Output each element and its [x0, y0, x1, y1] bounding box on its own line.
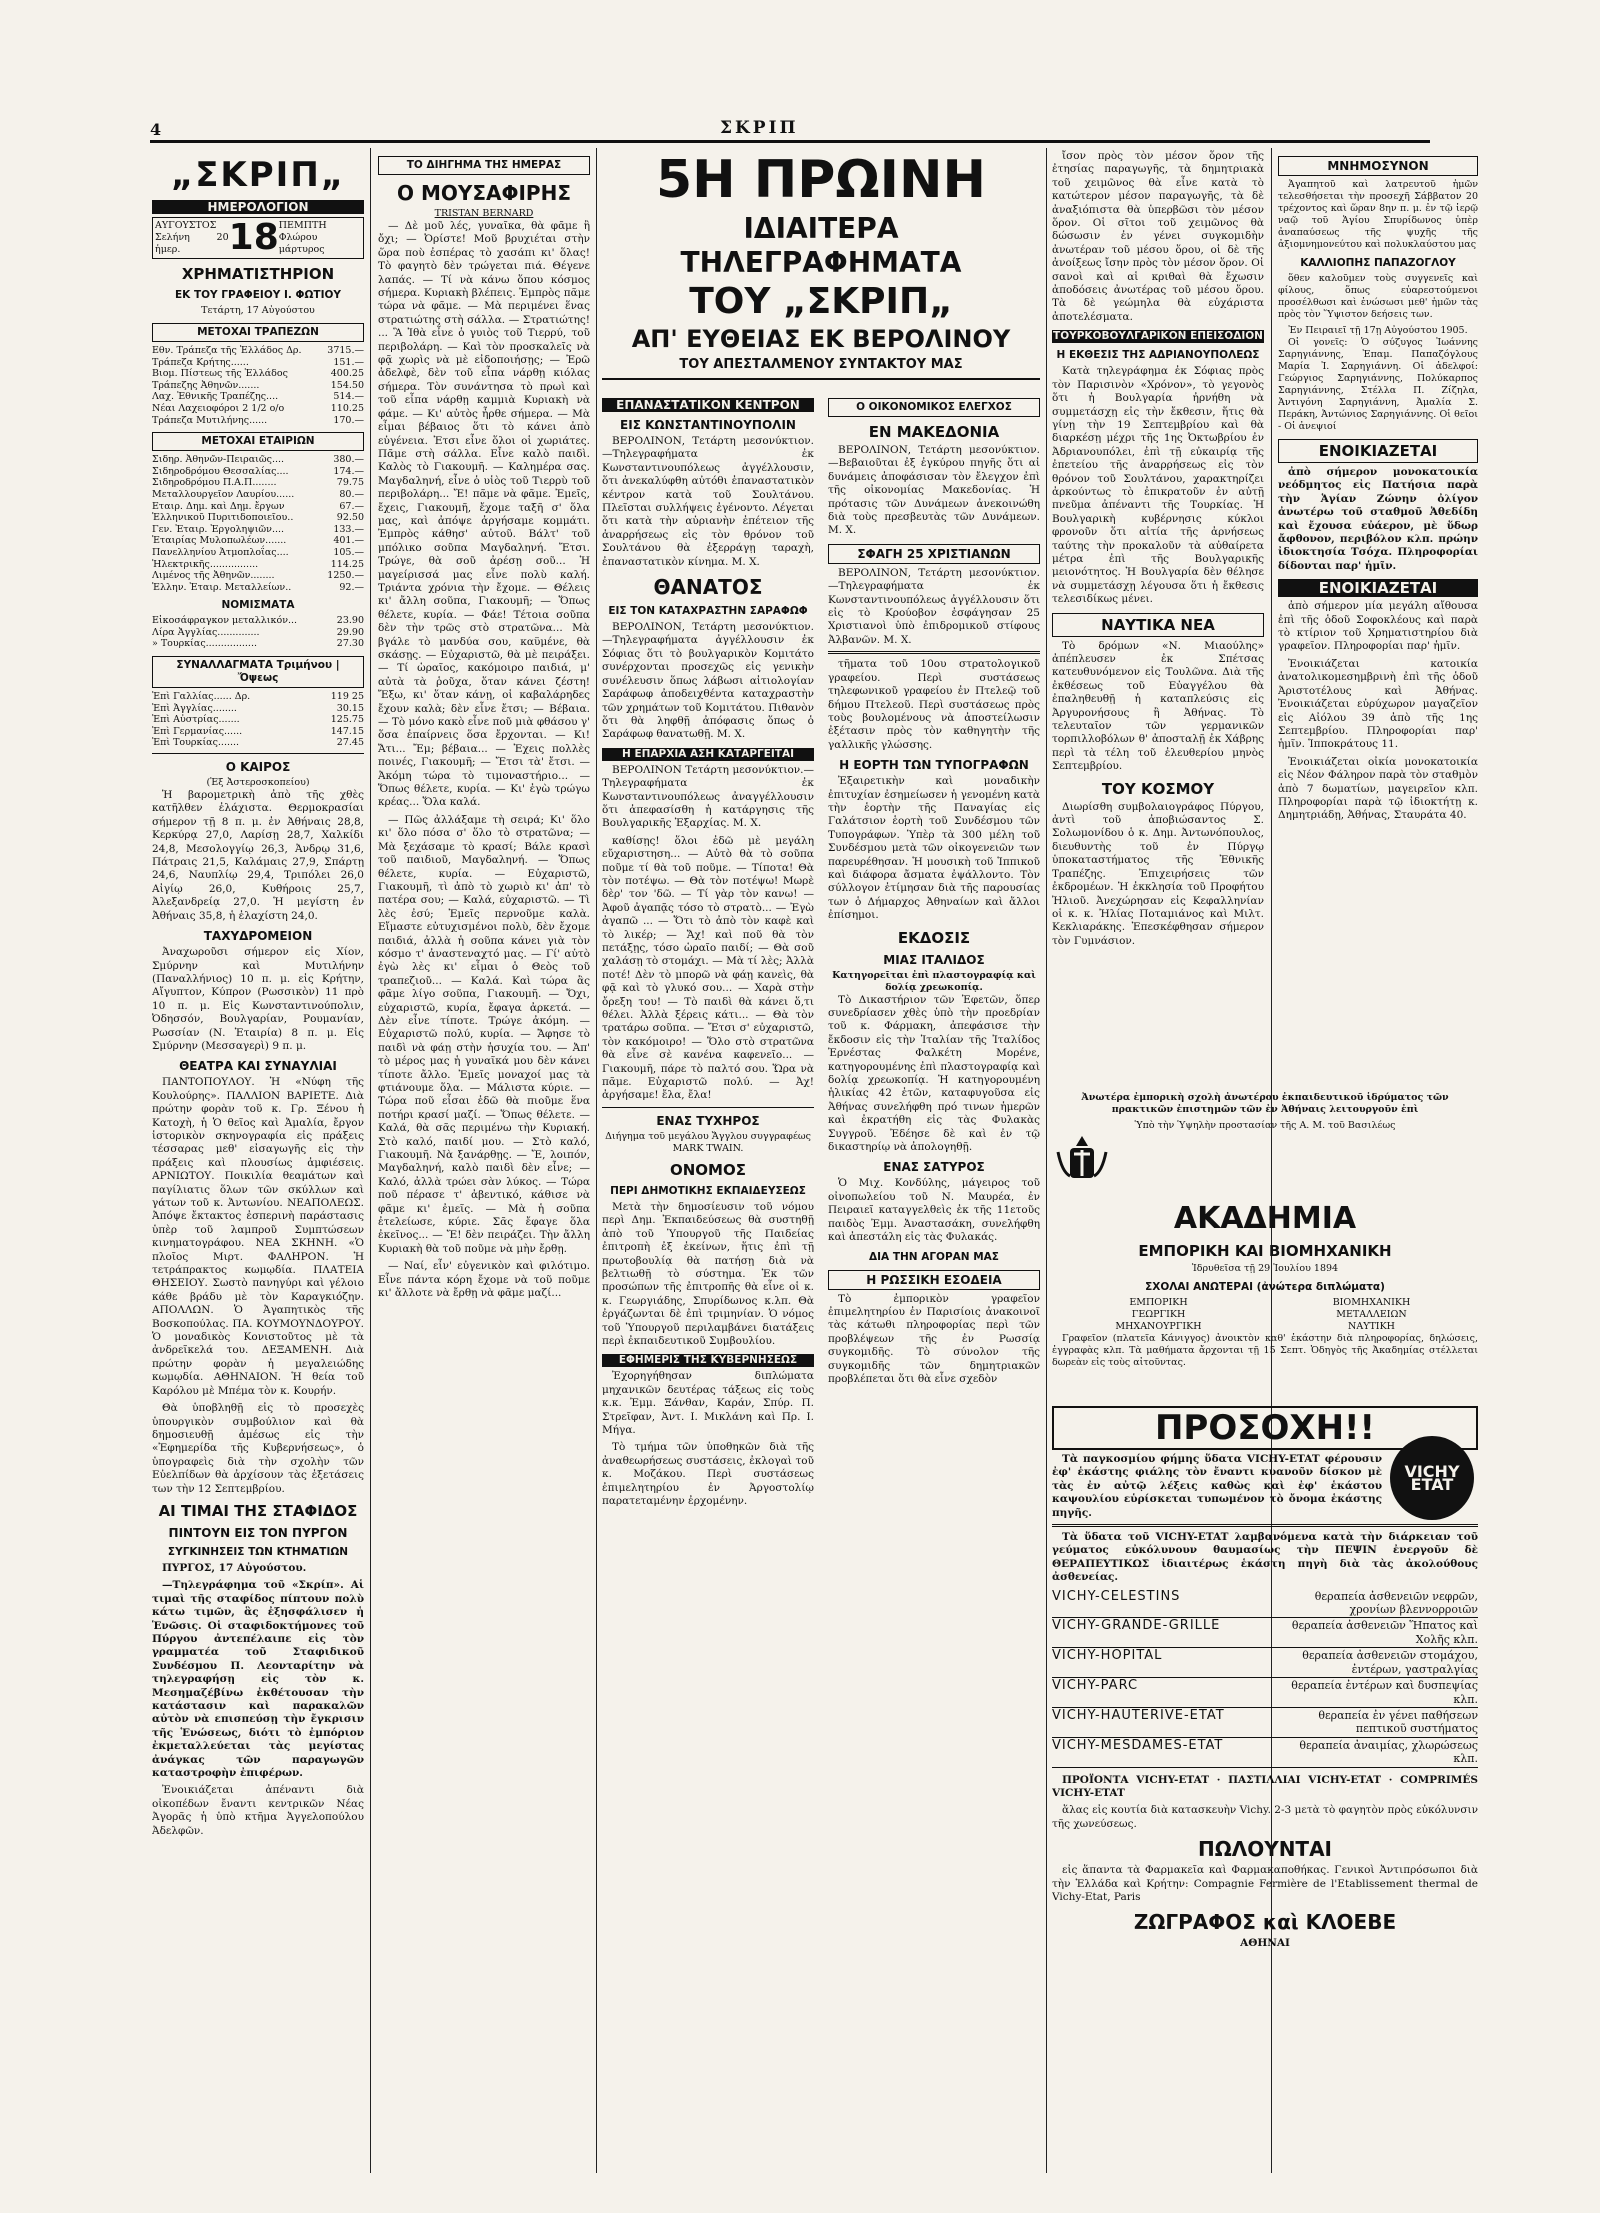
vichy-source-use: θεραπεία ἀσθενειῶν στομάχου, ἐντέρων, γαστραλγίας	[1302, 1649, 1478, 1676]
fx-row	[152, 703, 364, 715]
bank-name: Τράπεζα Μυτιλήνης......	[152, 414, 268, 426]
story-text: — Δὲ μοῦ λές, γυναῖκα, θὰ φᾶμε ἢ ὄχι; — Ὀρίστε! Μοῦ βρυχιέται στὴν ὥρα ποὺ ἐσπέρας τὸ χασάπι κι' ὅλας! Τὸ φαγητὸ δὲν τρώγεται πιά. Θέγενε λαπάς. — Τί νὰ κάνω ὅπου κόσμος σήμερα. Κυριακὴ βλέπεις. Ἐμπρὸς πᾶμε τώρα νὰ φᾶμε. — Μὰ περιμένει ἕνας στρατιώτης στὴ σάλλα. — Στρατιώτης! ... Ἃ Ἰθὰ εἶνε ὁ γυιὸς τοῦ Τιερρύ, τοῦ περιβολάρη. — Καὶ τὸν προσκαλεῖς νὰ φᾷ χωρὶς νὰ μὲ εἰδοποιήσῃς; — Ἐρῶ ἀδελφὲ, δὲν τοῦ εἶπα νάρθῃ κιόλας σήμερα. Τὸν συνάντησα τὸ πρωὶ καὶ τοῦ εἶπα νάρθῃ καμμιὰ Κυριακὴ νὰ φάμε. — Κι' αὐτὸς ἦρθε σήμερα. — Μὰ εἶμαι βέβαιος ὅτι τὸ κάνει ἀπὸ εὐγένεια. Ἐτσι εἶνε ὅλοι οἱ χωριάτες. Πᾶμε στὴ σάλλα. Εἶνε καλὸ παιδὶ. Καλὸς τὸ Γιακουμῆ. — Καλημέρα σας. Μαγδαληνή, εἶνε ὁ υἱὸς τοῦ Τιερρὺ τοῦ περιβολάρη... Ἔ! πᾶμε νὰ φᾶμε. Ἐμεῖς, ἔχεις, Γιακουμῆ, ἔχομε ταξῆ σ' ὅλα μας, καὶ ἀπόψε ἀργήσαμε κομμάτι. Ἐμπρὸς κάθησ' αὐτοῦ. Βάλτ' τοῦ μπόλικο σοῦπα Μαγδαληνή. Ἔτσι. Τρώγε, θὰ σοῦ ἀρέσῃ σοῦ... Ἡ μαγείρισσά μας εἶνε πολὺ καλή. Τριάντα χρόνια τὴν ἔχομε. — Θέλεις κι' ἄλλη σοῦπα, Γιακουμῆ; — Ὅπως θέλετε, κυρία. — Φάε! Τέτοια σοῦπα δὲν τὴν τρῶς στὸ στρατῶνα... Μὰ βγάλε τὸ μανδύα σου, καϋμένε, θὰ σκάσῃς. — Εὐχαριστῶ, θὰ μὲ πειράξει. — Τί ὡραῖος, κακόμοιρο παιδιά, μ' αὐτὰ τὰ ῥοῦχα, ὅταν κάνει ζέστη! Ἔξω, κι' ὅταν κάνῃ, οἱ καβαλάρηδες ἔχουν καλὰ; δὲν εἶνε ἔτσι; — Βέβαια. — Τὸ μόνο κακὸ εἶνε ποῦ μιὰ φθάσου γ' ὅσα ἐπαίρνεις ὅσα ἔρχονται. — Κι! Ἄτι... Ἔμ; βέβαια... — Ἐχεις πολλὲς ποινές, Γιακουμῆ; — Ἔτσι τὰ' ἔτσι. — Ἀκόμη τώρα τὸ τιμοναστήριο... — Ὅπως θέλετε, κυρία. — Κι' ἐγὼ τρώγω κρέας... Ὅλα καλά.	[378, 220, 590, 809]
headline-extradition-sub: ΜΙΑΣ ΙΤΑΛΙΔΟΣ	[883, 952, 985, 967]
company-name: Ἑλλην. Ἐταιρ. Μεταλλείων..	[152, 581, 292, 593]
companies-table	[152, 454, 364, 593]
company-value: 380.—	[333, 454, 364, 466]
academy-school: ΜΕΤΑΛΛΕΙΩΝ	[1336, 1309, 1407, 1321]
telegram-banner	[602, 150, 1040, 390]
headline-massacre: ΣΦΑΓΗ 25 ΧΡΙΣΤΙΑΝΩΝ	[828, 544, 1040, 564]
fx-row	[152, 726, 364, 738]
vichy-source-name: VICHY-GRANDE-GRILLE	[1052, 1618, 1221, 1634]
bank-name: Τράπεζης Ἀθηνῶν.......	[152, 379, 260, 391]
vichy-ad	[1052, 1400, 1478, 1951]
company-row	[152, 512, 364, 524]
raisin-dateline: ΠΥΡΓΟΣ, 17 Αὐγούστου.	[162, 1561, 307, 1574]
vichy-source-item	[1052, 1648, 1478, 1678]
bill-text: Θὰ ὑποβληθῇ εἰς τὸ προσεχὲς ὑπουργικὸν συμβούλιον καὶ θὰ δημοσιευθῇ ἀμέσως εἰς τὴν «Ἐφημερίδα τῆς Κυβερνήσεως», ὁ ὑπογραφεὶς διὰ τὴν σχολὴν τῶν Εὐελπίδων θὰ ἀρχίσουν τὰς ἐξετάσεις των τὴν 12 Σεπτεμβρίου.	[152, 1402, 364, 1495]
post-text: Ἀναχωροῦσι σήμερον εἰς Χίον, Σμύρνην καὶ Μυτιλήνην (Παναλλήνιος) 10 π. μ. εἰς Κρήτην, Αἴγυπτον, Κύπρον (Ρωσσικὸν) 11 πρὸ 10 π. μ. Εἰς Κωνσταντινούπολιν, Ὀδησσόν, Βουλγαρίαν, Ρουμανίαν, Ρωσσίαν (Ν. Ἑταιρία) 8 π. μ. Εἰς Σμύρνην (Μεσσαγερὶ) 9 π. μ.	[152, 946, 364, 1052]
month-label: ΑΥΓΟΥΣΤΟΣ	[155, 220, 217, 231]
company-row	[152, 535, 364, 547]
top-rule	[150, 124, 1430, 143]
fx-value: 30.15	[336, 702, 364, 714]
company-value: 174.—	[333, 465, 364, 477]
company-value: 401.—	[333, 535, 364, 547]
bank-row	[152, 415, 364, 427]
harvest-text: Τὸ ἐμπορικὸν γραφεῖον ἐπιμελητηρίου ἐν Παρισίοις ἀνακοινοῖ τὰς κάτωθι πληροφορίας περὶ τῶν προβλέψεων τῆς ἐν Ρωσσίᾳ συγκομιδῆς. Τὸ σύνολον τῆς συγκομιδῆς τῶν δημητριακῶν προβλέπεται ὅτι θὰ εἶνε σχεδὸν	[828, 1292, 1040, 1385]
academy-patron: Ὑπὸ τὴν Ὑψηλὴν προστασίαν τῆς Α. Μ. τοῦ Βασιλέως	[1134, 1120, 1396, 1131]
academy-text: Γραφεῖον (πλατεῖα Κάνιγγος) ἀνοικτὸν καθ' ἑκάστην διὰ πληροφορίας, δηλώσεις, ἐγγραφὰς κλπ. Τὰ μαθήματα ἄρχονται τῇ 15 Σεπτ. Ὁδηγὸς τῆς Ἀκαδημίας στέλλεται δωρεὰν εἰς τοὺς αἰτοῦντας.	[1052, 1333, 1478, 1369]
rent-text-4: Ἐνοικιάζεται οἰκία μονοκατοικία εἰς Νέον Φάληρον παρὰ τὸν σταθμὸν ἀπὸ 7 δωματίων, μαγειρεῖον κλπ. Πληροφορίαι παρὰ τῷ ἰδιοκτήτῃ κ. Δημητριάδῃ, Ἀθήνας, Σταυράτα 40.	[1278, 755, 1478, 822]
vichy-source-use: θεραπεία ἐν γένει παθήσεων πεπτικοῦ συστήματος	[1318, 1708, 1478, 1736]
bank-value: 514.—	[333, 391, 364, 403]
bank-row	[152, 391, 364, 403]
company-row	[152, 524, 364, 536]
headline-world: ΤΟΥ ΚΟΣΜΟΥ	[1101, 779, 1215, 798]
company-row	[152, 454, 364, 466]
fx-name: Ἐπὶ Τουρκίας.......	[152, 737, 240, 749]
bank-value: 170.—	[333, 414, 364, 426]
memorial-text: Ἀγαπητοῦ καὶ λατρευτοῦ ἡμῶν τελεσθήσεται τὴν προσεχῆ Σάββατον 20 τρέχοντος καὶ ὥραν 8ην π. μ. ἐν τῷ ἱερῷ ναῷ τοῦ Ἁγίου Σπυρίδωνος ὑπὲρ ἀναπαύσεως τῆς ψυχῆς τῆς ἀξιομνημονεύτου καὶ πολυκλαύστου μας	[1278, 179, 1478, 250]
vichy-source-use: θεραπεία ἀναιμίας, χλωρώσεως κλπ.	[1299, 1738, 1478, 1766]
raisin-title: ΑΙ ΤΙΜΑΙ ΤΗΣ ΣΤΑΦΙΔΟΣ	[158, 1501, 358, 1520]
headline-adrianople: Η ΕΚΘΕΣΙΣ ΤΗΣ ΑΔΡΙΑΝΟΥΠΟΛΕΩΣ	[1056, 349, 1260, 362]
vichy-source-use: θεραπεία ἀσθενειῶν Ἥπατος καὶ Χολῆς κλπ.	[1291, 1619, 1478, 1646]
column-rule	[1046, 148, 1047, 2173]
headline-revolution-sub: ΕΙΣ ΚΩΝΣΤΑΝΤΙΝΟΥΠΟΛΙΝ	[620, 418, 796, 432]
adrianople-text: Κατὰ τηλεγράφημα ἐκ Σόφιας πρὸς τὸν Παρισινὸν «Χρόνον», τὸ γεγονὸς ὅτι ἡ Βουλγαρία ἠρνήθη νὰ συμμετάσχῃ εἰς τὴν ἔκθεσιν, ἥτις θὰ γίνῃ τὴν 19 Σεπτεμβρίου καὶ θὰ διαρκέσῃ μέχρι τῆς 1ης Ὀκτωβρίου ἐν Ἀδριανουπόλει, ἐπὶ τῇ εὐκαιρίᾳ τῆς ἐπετείου τῆς ἀναρρήσεως εἰς τὸν θρόνον τοῦ Σουλτάνου, χαρακτηρίζει ἀρκούντως τὸ ἐπικρατοῦν ἐν αὐτῇ πνεῦμα ἀπέναντι τῆς Τουρκίας. Ἡ Βουλγαρικὴ κυβέρνησις κύκλοι φρονοῦν ὅτι αἰτία τῆς ἀρνήσεως ταύτης τὴν προκαλοῦν τὰ αὐθαίρετα μέτρα ἐπὶ τῆς Βουλγαρικῆς μειονότητος. Ἡ Βουλγαρία δὲν θέλησε νὰ συμμετάσχῃ λέγουσα ὅτι ἡ ἔκθεσις τελεσιδίκως μένει.	[1052, 365, 1264, 606]
headline-law: ΟΝΟΜΟΣ	[670, 1160, 746, 1179]
fx-name: Ἐπὶ Γαλλίας...... Δρ.	[152, 691, 251, 703]
bank-value: 154.50	[330, 379, 364, 391]
vichy-source-item	[1052, 1589, 1478, 1619]
headline-satyr: ΕΝΑΣ ΣΑΤΥΡΟΣ	[883, 1160, 985, 1175]
headline-naval: ΝΑΥΤΙΚΑ ΝΕΑ	[1052, 613, 1264, 637]
coin-value: 29.90	[336, 626, 364, 638]
world-text: Διωρίσθη συμβολαιογράφος Πύργου, ἀντὶ τοῦ ἀποβιώσαντος Σ. Σολωμονίδου ὁ κ. Δημ. Ἀντωνόπουλος, διευθυντὴς τοῦ ἐν Πύργῳ ὑποκαταστήματος τῆς Ἐθνικῆς Τραπέζης. Ἐπιχειρήσεις τῶν ἐκδρομέων. Ἡ ἐκκλησία τοῦ Προφήτου Ἠλιοῦ. Ἀνεχώρησαν εἰς Κεφαλληνίαν οἱ κ. κ. Ἠλίας Ποταμιάνος καὶ Μιλτ. Κεκλιαράκης. Ἐπεσκέφθησαν σήμερον τὸν Γυμνάσιον.	[1052, 800, 1264, 947]
academy-school: ΒΙΟΜΗΧΑΝΙΚΗ	[1332, 1297, 1411, 1309]
ad-twain-sub: Διήγημα τοῦ μεγάλου Ἄγγλου συγγραφέως MARK TWAIN.	[605, 1130, 811, 1154]
royal-crest-icon	[1052, 1132, 1112, 1192]
company-name: Σιδηρ. Ἀθηνῶν-Πειραιῶς....	[152, 454, 285, 466]
academy-schools: ΣΧΟΛΑΙ ΑΝΩΤΕΡΑΙ (ἀνώτερα διπλώματα)	[1145, 1281, 1385, 1294]
headline-market: ΔΙΑ ΤΗΝ ΑΓΟΡΑΝ ΜΑΣ	[869, 1250, 999, 1263]
story-text-2: — Πῶς ἀλλάξαμε τὴ σειρά; Κι' ὅλο κι' ὅλο πόσα σ' ὅλο τὸ στρατῶνα; — Μὰ ξεχάσαμε τὸ κρασί; Βάλε κρασὶ τοῦ παιδιοῦ, Μαγδαληνή. — Ὅπως θέλετε, κυρία. — Εὐχαριστῶ, Γιακουμῆ, τὶ ἀπὸ τὸ χωριὸ κι' ἀπ' τὸ πατέρα σου; — Καλά, εὐχαριστῶ. — Τὶ λὲς ἐσύ; Ἐμεῖς περνοῦμε καλὰ. Εἴμαστε εὐτυχισμένοι πολὺ, δὲν ἔχομε παιδιά, ἀλλὰ ἡ σοῦπα κάνει γιὰ τὸν κόσμο τ' ἀναστεναχτό μας. — Γί' αὐτὸ ἐγὼ λὲς κι' εἶμαι ὁ Θεὸς τοῦ τραπεζιοῦ... — Καλά. Καὶ τώρα ἂς φᾶμε λίγο σοῦπα, Γιακουμῆ. — Ὄχι, εὐχαριστῶ, κυρία, ἔφαγα ἀρκετά. — Δὲν εἶνε τίποτε. Τρώγε ἀκόμη. — Εὐχαριστῶ πολύ, κυρία. — Ἄφησε τὸ παιδὶ νὰ φάῃ στὴν ἡσυχία του. — Ἀπ' τὸ μέρος μας ἡ γυναῖκά μου δὲν κάνει τίποτε ἄλλο. Ἐμεῖς μοναχοί μας τὰ φτιάνουμε ὅλα. — Μάλιστα κύριε. — Τώρα ποῦ εἶσαι ἐδῶ θὰ πιοῦμε ἕνα ποτήρι κρασί μαζί. — Ὅπως θέλετε. — Καλά, θὰ σᾶς περιμένω τὴν Κυριακή. Στὸ καλό, παιδί μου. — Στὸ καλό, Γιακουμῆ. Νὰ ξανάρθῃς. — Ἔ, λοιπόν, Μαγδαληνή, καλὸ παιδὶ δὲν εἶνε; — Καλό, ἀλλὰ τρώει σὰν λύκος. — Τώρα ποῦ πέρασε τ' ἀβεντικό, κάθισε νὰ φᾶμε κι' ἐμεῖς. — Μὰ ἡ σοῦπα ἐτελείωσε, κύριε. Σᾶς ἔφαγε ὅλα ἐκεῖνος... — Ἔ! δὲν πειράζει. Τὴν ἄλλη Κυριακὴ θὰ τοῦ ποῦμε νὰ μὴν ἔρθῃ.	[378, 813, 590, 1255]
headline-death: ΘΑΝΑΤΟΣ	[653, 575, 763, 600]
vichy-source-item	[1052, 1738, 1478, 1768]
rent-title-2: ΕΝΟΙΚΙΑΖΕΤΑΙ	[1278, 579, 1478, 597]
company-row	[152, 547, 364, 559]
company-row	[152, 477, 364, 489]
saint-label: Φλώρου μάρτυρος	[278, 232, 325, 255]
company-row	[152, 559, 364, 571]
bank-value: 110.25	[330, 402, 364, 414]
raisin-subtitle-2: ΣΥΓΚΙΝΗΣΕΙΣ ΤΩΝ ΚΤΗΜΑΤΙΩΝ	[167, 1545, 349, 1558]
exchange-source: ΕΚ ΤΟΥ ΓΡΑΦΕΙΟΥ Ι. ΦΩΤΙΟΥ	[174, 289, 342, 301]
weather-source: (Ἐξ Ἀστεροσκοπείου)	[206, 777, 310, 789]
bank-row	[152, 368, 364, 380]
fx-value: 119 25	[330, 691, 364, 703]
coin-value: 23.90	[336, 615, 364, 627]
bank-value: 3715.—	[327, 345, 364, 356]
company-name: Ἑταιρίας Μυλοπωλέων.......	[152, 535, 287, 547]
company-value: 133.—	[333, 523, 364, 535]
headline-gazette: ΕΦΗΜΕΡΙΣ ΤΗΣ ΚΥΒΕΡΝΗΣΕΩΣ	[602, 1354, 814, 1367]
academy-school: ΜΗΧΑΝΟΥΡΓΙΚΗ	[1115, 1321, 1202, 1333]
bank-name: Νέαι Λαχειοφόροι 2 1/2 ο/ο	[152, 402, 285, 414]
memorial-date: Ἐν Πειραιεῖ τῇ 17ῃ Αὐγούστου 1905.	[1288, 325, 1468, 336]
fx-title: ΣΥΝΑΛΛΑΓΜΑΤΑ Τριμήνου | Ὄψεως	[152, 656, 364, 688]
bank-value: 400.25	[330, 368, 364, 380]
bank-row	[152, 380, 364, 392]
column-3	[602, 392, 814, 2183]
company-name: Λιμένος τῆς Ἀθηνῶν........	[152, 570, 275, 582]
calendar-title: „ΣΚΡΙΠ„	[170, 155, 346, 195]
fx-row	[152, 691, 364, 703]
company-row	[152, 466, 364, 478]
telegram-revolution: ΒΕΡΟΛΙΝΟΝ, Τετάρτη μεσονύκτιον.—Τηλεγραφήματα ἐκ Κωνσταντινουπόλεως ἀγγέλλουσιν, ὅτι ἀνεκαλύφθη αὐτόθι ἐπαναστατικὸν κέντρον κατὰ τοῦ Σουλτάνου. Πλεῖσται συλλήψεις ἐγένοντο. Λέγεται ὅτι κατὰ τὴν αὐριανὴν ἐπέτειον τῆς ἀναρρήσεως εἰς τὸν θρόνον τοῦ Σουλτάνου θὰ ἐξερράγῃ ταραχὴ, ἐπαναστατικὸν κίνημα. Μ. Χ.	[602, 435, 814, 568]
company-name: Ἡλεκτρικῆς................	[152, 558, 259, 570]
headline-turko-bulgarian: ΤΟΥΡΚΟΒΟΥΛΓΑΡΙΚΟΝ ΕΠΕΙΣΟΔΙΟΝ	[1053, 330, 1263, 343]
headline-extradition: ΕΚΔΟΣΙΣ	[897, 928, 971, 947]
bank-name: Εθν. Τράπεζα τῆς Ἑλλάδος Δρ.	[152, 345, 302, 356]
banner-line-4: ΤΟΥ ΑΠΕΣΤΑΛΜΕΝΟΥ ΣΥΝΤΑΚΤΟΥ ΜΑΣ	[679, 357, 963, 372]
column-rule	[370, 148, 371, 2173]
company-value: 1250.—	[327, 570, 364, 582]
headline-printers: Η ΕΟΡΤΗ ΤΩΝ ΤΥΠΟΓΡΑΦΩΝ	[839, 758, 1029, 773]
banner-line-1: ΙΔΙΑΙΤΕΡΑ ΤΗΛΕΓΡΑΦΗΜΑΤΑ	[680, 212, 962, 279]
vichy-source-name: VICHY-HAUTERIVE-ETAT	[1052, 1707, 1225, 1723]
company-name: Ἑλληνικοῦ Πυριτιδοποιεῖου..	[152, 512, 294, 524]
day-number: 18	[228, 217, 279, 258]
bank-row	[152, 357, 364, 369]
telegram-exarchate: ΒΕΡΟΛΙΝΟΝ Τετάρτη μεσονύκτιον.—Τηλεγραφήματα ἐκ Κωνσταντινουπόλεως ἀναγγέλλουσιν ὅτι ἀπεφασίσθη ἡ κατάργησις τῆς Βουλγαρικῆς Ἐξαρχίας. Μ. Χ.	[602, 763, 814, 830]
memorial-text-2: ὅθεν καλοῦμεν τοὺς συγγενεῖς καὶ φίλους, ὅπως εὐαρεστούμενοι προσέλθωσι καὶ ἐνώσωσι μεθ' ἡμῶν τὰς πρὸς τὸν Ὕψιστον δεήσεις των.	[1278, 273, 1478, 320]
telegram-death: ΒΕΡΟΛΙΝΟΝ, Τετάρτη μεσονύκτιον.—Τηλεγραφήματα ἀγγέλλουσιν ἐκ Σόφιας ὅτι τὸ βουλγαρικὸν Κομιτάτο συνέρχονται προσεχῶς εἰς γενικὴν συνέλευσιν ὅπως λάβωσι αἰτιολογίαν Σαράφωφ ἀποδειχθέντα καταχραστὴν τῶν χρημάτων τοῦ Κομιτάτου. Πιθανὸν ὅτι θὰ ληφθῇ ἀπόφασις ὅπως ὁ Σαράφωφ θανατωθῇ. Μ. Χ.	[602, 621, 814, 741]
coin-row	[152, 627, 364, 639]
headline-death-sub: ΕΙΣ ΤΟΝ ΚΑΤΑΧΡΑΣΤΗΝ ΣΑΡΑΦΩΦ	[608, 605, 808, 618]
ad-twain-title: ΕΝΑΣ ΤΥΧΗΡΟΣ	[656, 1113, 760, 1128]
company-name: Πανελληνίου Ἀτμοπλοΐας....	[152, 546, 289, 558]
headline-extradition-deck: Κατηγορεῖται ἐπὶ πλαστογραφίᾳ καὶ δολίᾳ χρεωκοπίᾳ.	[832, 969, 1036, 993]
page-number: 4	[150, 120, 162, 139]
date-box	[152, 217, 364, 259]
fx-name: Ἐπὶ Ἀγγλίας........	[152, 702, 237, 714]
rent-text-1: ἀπὸ σήμερον μονοκατοικία νεόδμητος εἰς Πατήσια παρὰ τὴν Ἁγίαν Ζώνην ὀλίγον ἀνωτέρω τοῦ σταθμοῦ Ἀθεδίδη καὶ ἔχουσα εὐάερον, μὲ ὕδωρ ἄφθονον, περιβόλον κλπ. πρώην ἰδιοκτησία Τσόχα. Πληροφορίαι δίδονται παρ' ἡμῖν.	[1278, 466, 1478, 572]
fx-value: 27.45	[336, 737, 364, 749]
bank-name: Λαχ. Ἐθνικῆς Τραπέζης....	[152, 391, 279, 403]
vichy-source-item	[1052, 1678, 1478, 1708]
exchange-date: Τετάρτη, 17 Αὐγούστου	[201, 305, 315, 316]
extradition-text: Τὸ Δικαστήριον τῶν Ἐφετῶν, ὅπερ συνεδρίασεν χθὲς ὑπὸ τὴν προεδρίαν τοῦ κ. Φάρμακη, ἀπεφάσισε τὴν ἔκδοσιν εἰς τὴν Ἰταλίαν τῆς Ἰταλίδος Ἐρνέστας Φαλκέτη Μορένε, κατηγορουμένης ἐπὶ πλαστογραφίᾳ καὶ δολίᾳ χρεωκοπίᾳ. Ἡ κατηγορουμένη ἡλικίας 42 ἐτῶν, καταφυγοῦσα εἰς Ἀθήνας συνελήφθη πρό τινων ἡμερῶν καὶ ἐκρατήθη εἰς τὰς Φυλακὰς Συγγροῦ. Ἐδέησε δὲ καὶ ἐν τῷ δικαστηρίῳ νὰ ἀπολογηθῇ.	[828, 993, 1040, 1154]
story-title: Ο ΜΟΥΣΑΦΙΡΗΣ	[397, 181, 571, 205]
vichy-products: ΠΡΟΪΟΝΤΑ VICHY-ETAT · ΠΑΣΤΙΛΛΙΑΙ VICHY-ETAT · COMPRIMÉS VICHY-ETAT	[1052, 1773, 1478, 1799]
column-1	[152, 150, 364, 2183]
coins-table	[152, 615, 364, 650]
vichy-seal-icon	[1390, 1436, 1474, 1520]
bank-row	[152, 345, 364, 357]
vichy-lead: Τὰ ὕδατα τοῦ VICHY-ETAT λαμβανόμενα κατὰ τὴν διάρκειαν τοῦ γεύματος εὐκόλυνουν θαυμασίως τὴν ΠΕΨΙΝ ἐνεργοῦν δὲ ΘΕΡΑΠΕΥΤΙΚΩΣ ἰδιαιτέρως ἑκάστη πηγὴ διὰ τὰς ἀκολούθους ἀσθενείας.	[1052, 1531, 1478, 1584]
coin-name: Εἰκοσάφραγκον μεταλλικόν...	[152, 615, 298, 627]
vichy-agents: ΖΩΓΡΑΦΟΣ καὶ ΚΛΟΕΒΕ	[1133, 1910, 1397, 1935]
calendar-subtitle: ΗΜΕΡΟΛΟΓΙΟΝ	[152, 200, 364, 214]
bank-row	[152, 403, 364, 415]
memorial-family: Οἱ γονεῖς: Ὁ σύζυγος Ἰωάννης Σαρηγιάννης, Ἐπαμ. Παπαζόγλους Μαρία Ἰ. Σαρηγιάννη. Οἱ ἀδελφοί: Γεώργιος Σαρηγιάννης, Πολύκαρπος Σαρηγιάννης, Στέλλα Π. Ζίζηλα, Ἀντιγόνη Σαρηγιάννη, Ἀμαλία Σ. Περάκη, Ἀντώνιος Σαρηγιάννης. Οἱ θεῖοι - Οἱ ἀνεψιοί	[1278, 337, 1478, 432]
banner-line-3: ΑΠ' ΕΥΘΕΙΑΣ ΕΚ ΒΕΡΟΛΙΝΟΥ	[631, 325, 1011, 353]
banner	[602, 150, 1040, 380]
post-title: ΤΑΧΥΔΡΟΜΕΙΟΝ	[203, 929, 313, 944]
company-name: Σιδηροδρόμου Π.Α.Π........	[152, 477, 277, 489]
bank-value: 151.—	[333, 356, 364, 368]
coin-row	[152, 638, 364, 650]
vichy-source-name: VICHY-PARC	[1052, 1678, 1139, 1694]
company-value: 105.—	[333, 546, 364, 558]
company-name: Γεν. Ἐταιρ. Ἐργοληψιῶν....	[152, 523, 285, 535]
vichy-source-item	[1052, 1708, 1478, 1738]
vichy-source-name: VICHY-MESDAMES-ETAT	[1052, 1737, 1224, 1753]
fx-table	[152, 691, 364, 749]
headline-harvest: Η ΡΩΣΣΙΚΗ ΕΣΟΔΕΙΑ	[828, 1270, 1040, 1290]
column-rule	[596, 148, 597, 2173]
fx-name: Ἐπὶ Αὐστρίας.......	[152, 714, 240, 726]
academy-founded: Ἱδρυθεῖσα τῇ 29 Ἰουλίου 1894	[1191, 1263, 1339, 1275]
academy-school-list	[1052, 1297, 1478, 1333]
exchange-title: ΧΡΗΜΑΤΙΣΤΗΡΙΟΝ	[181, 265, 335, 283]
companies-title: ΜΕΤΟΧΑΙ ΕΤΑΙΡΙΩΝ	[152, 432, 364, 451]
conscription-text: τῆματα τοῦ 10ου στρατολογικοῦ γραφείου. Περὶ συστάσεως τηλεφωνικοῦ γραφείου ἐν Πτελεῷ τοῦ δήμου Πτελεοῦ. Περὶ συστάσεως πρὸς τοὺς βουλομένους νὰ ἀποστείλωσιν ἐξέτασιν πρὸς τὸν καθηγητὴν τῆς γαλλικῆς γλώσσης.	[828, 658, 1040, 751]
headline-exarchate: Η ΕΠΑΡΧΙΑ ΑΣΗ ΚΑΤΑΡΓΕΙΤΑΙ	[602, 748, 814, 761]
academy-school: ΝΑΥΤΙΚΗ	[1348, 1321, 1395, 1333]
academy-ad	[1052, 1092, 1478, 1382]
memorial-name: ΚΑΛΛΙΟΠΗΣ ΠΑΠΑΖΟΓΛΟΥ	[1300, 257, 1456, 269]
rent-text-3: Ἐνοικιάζεται κατοικία ἀνατολικομεσημβρινὴ ἐπὶ τῆς ὁδοῦ Ἀριστοτέλους καὶ Ἀθήνας. Ἐνοικιάζεται εὐρύχωρον μαγαζεῖον εἰς Αἰόλου 39 ἀπὸ τῆς 1ης Σεπτεμβρίου. Πληροφορίαι παρ' ἡμῖν. Ἱπποκράτους 11.	[1278, 657, 1478, 751]
vichy-source-use: θεραπεία ἀσθενειῶν νεφρῶν, χρονίων βλεννορροιῶν	[1314, 1589, 1478, 1617]
banks-table	[152, 345, 364, 426]
company-row	[152, 501, 364, 513]
company-value: 92.—	[339, 581, 364, 593]
vichy-city: ΑΘΗΝΑΙ	[1240, 1937, 1290, 1950]
bank-name: Βιομ. Πίστεως τῆς Ἑλλάδος	[152, 368, 288, 380]
harvest-continued: ἴσον πρὸς τὸν μέσον ὅρον τῆς ἐτησίας παραγωγῆς, τὰ δημητριακὰ τοῦ χειμῶνος θὰ εἶνε κατὰ τὸ κατώτερον μέσον παραγωγῆς, τὰ δὲ ἀναξιόπιστα θὰ ὑπερβῶσι τὸν μέσον ὅρον. Οἱ σῖτοι τοῦ χειμῶνος θὰ δώσωσιν ἐν γένει συγκομιδὴν ἀνωτέραν τοῦ μέσου ὅρου, οἱ δὲ τῆς ἀνοίξεως ἴσην πρὸς τὸν μέσον ὅρον. Οἱ σανοὶ καὶ αἱ κριθαὶ θὰ ἔχωσιν ἀποδόσεις ἀνωτέρας τοῦ μέσου ὅρου. Τὰ δὲ γεώμηλα θὰ εὐχάριστα ἀποτελέσματα.	[1052, 150, 1264, 323]
raisin-subtitle: ΠΙΝΤΟΥΝ ΕΙΣ ΤΟΝ ΠΥΡΓΟΝ	[168, 1525, 348, 1540]
banner-edition: 5Η ΠΡΩΙΝΗ	[655, 150, 987, 210]
rent-text-2: ἀπὸ σήμερον μία μεγάλη αἴθουσα ἐπὶ τῆς ὁδοῦ Σοφοκλέους καὶ παρὰ τὸ κτίριον τοῦ Χρηματιστηρίου διὰ γραφεῖον. Πληροφορίαι παρ' ἡμῖν.	[1278, 600, 1478, 653]
academy-title: ΑΚΑΔΗΜΙΑ	[1173, 1201, 1357, 1237]
theatre-text: ΠΑΝΤΟΠΟΥΛΟΥ. Ἡ «Νύφη τῆς Κουλούρης». ΠΑΛΛΙΟΝ ΒΑΡΙΕΤΕ. Διὰ πρώτην φορὰν τοῦ κ. Γρ. Ξένου ἡ Κατοχὴ, ἡ Ὁ θεῖος καὶ Ἀμαλία, ἔργον ἱστορικὸν σκηνογραφία εἰς πράξεις τέσσαρας μεθ' εἰσαγωγῆς εἰς τὴν πράξεις καὶ πλουσίως ἀμφιέσεις. ΑΡΝΙΩΤΟΥ. Ποικιλία θεαμάτων καὶ παγίλιατις ὅλων τῶν σκύλλων καὶ γάτων τοῦ κ. Ἀντωνίου. ΝΕΑΠΟΛΕΩΣ. Ἀπόψε ἔκτακτος ἐσπερινὴ παράστασις ὑπὲρ τοῦ λαμπροῦ Συμπτώσεων κινηματογράφου. ΝΕΑ ΣΚΗΝΗ. «Ὁ πλοῖος Μιρτ. ΦΑΛΗΡΟΝ. Ἡ τετράπρακτος κωμῳδία. ΠΛΑΤΕΙΑ ΘΗΣΕΙΟΥ. Σωστὸ πανηγύρι καὶ γέλοιο κάθε βράδυ μὲ τὸν Καραγκιόζην. ΑΠΟΛΛΩΝ. Ὁ Ἀγαπητικὸς τῆς Βοσκοπούλας. ΠΑ. ΚΟΥΜΟΥΝΔΟΥΡΟΥ. Ὁ μοναδικὸς Κονιστοῦτος μὲ τὰ ἀνδρεῖκελά του. ΔΕΞΑΜΕΝΗ. Διὰ πρώτην φορὰν ἡ μεγαλειώδης κωμῳδία. ΑΘΗΝΑΙΟΝ. Ἡ θεία τοῦ Καρόλου μὲ Μπέμα τὸν κ. Κουρήν.	[152, 1076, 364, 1397]
weekday-label: ΠΕΜΠΤΗ	[278, 220, 327, 231]
fx-value: 125.75	[330, 714, 364, 726]
banks-title: ΜΕΤΟΧΑΙ ΤΡΑΠΕΖΩΝ	[152, 323, 364, 342]
law-text: Μετὰ τὴν δημοσίευσιν τοῦ νόμου περὶ Δημ. Ἐκπαιδεύσεως θὰ συστηθῇ ἀπὸ τοῦ Ὑπουργοῦ τῆς Παιδείας ἐπιτροπὴ ἐξ ἐκείνων, ἥτις ἐπὶ τῇ πρωτοβουλίᾳ θὰ πατήσῃ διὰ νὰ βελτιωθῇ τὸ σύστημα. Ἐκ τῶν προσώπων τῆς ἐπιτροπῆς θὰ εἶνε οἱ κ. κ. Γεωργιάδης, Σπυρίδωνος κ.λπ. Θὰ ἐργάζωνται δὲ ἐπὶ τριμηνίαν. Ὁ νόμος τοῦ Ὑπουργοῦ περιλαμβάνει διατάξεις περὶ ἐκπαιδευτικοῦ Συμβουλίου.	[602, 1200, 814, 1347]
satyr-text: Ὁ Μιχ. Κονδύλης, μάγειρος τοῦ οἰνοπωλείου τοῦ Ν. Μαυρέα, ἐν Πειραιεῖ καταγγελθεὶς ἐκ τῆς 11ετοῦς παιδὸς Ἐμμ. Ἀναστασάκη, συνελήφθη καὶ ἀπεστάλη εἰς τὰς Φυλακάς.	[828, 1177, 1040, 1244]
story-author: TRISTAN BERNARD	[434, 208, 534, 219]
company-value: 92.50	[336, 512, 364, 524]
coins-title: ΝΟΜΙΣΜΑΤΑ	[221, 599, 295, 612]
column-4	[828, 392, 1040, 2183]
vichy-source-use: θεραπεία ἐντέρων καὶ δυσπεψίας κλπ.	[1291, 1679, 1478, 1706]
fx-value: 147.15	[330, 725, 364, 737]
company-value: 79.75	[336, 477, 364, 489]
company-row	[152, 489, 364, 501]
naval-text: Τὸ δρόμων «Ν. Μιαούλης» ἀπέπλευσεν ἐκ Σπέτσας κατευθυνόμενον εἰς Τουλῶνα. Διὰ τῆς ἐκθέσεως τοῦ Εὐαγγέλου θὰ ἐπαληθευθῇ ἡ καταπλεύσις εἰς Ἀργυρονήσους ἢ Ἀθήνας. Τὸ τελευταῖον τῶν γερμανικῶν τορπιλλοβόλων θ' ἀποσταλῇ ἐκ Χάβρης περὶ τὰ τέλη τοῦ ἐλευθερίου μηνὸς Σεπτεμβρίου.	[1052, 639, 1264, 773]
banner-line-2: ΤΟΥ „ΣΚΡΙΠ„	[689, 281, 953, 322]
column-2	[378, 150, 590, 2183]
coin-name: » Τουρκίας.................	[152, 638, 257, 650]
headline-revolution: ΕΠΑΝΑΣΤΑΤΙΚΟΝ ΚΕΝΤΡΟΝ	[602, 398, 814, 412]
weather-title: Ο ΚΑΙΡΟΣ	[225, 760, 291, 775]
rent-title-1: ΕΝΟΙΚΙΑΖΕΤΑΙ	[1278, 439, 1478, 463]
company-row	[152, 582, 364, 594]
academy-intro: Ἀνωτέρα ἐμπορικὴ σχολὴ ἀνωτέρου ἐκπαιδευτικοῦ ἱδρύματος τῶν πρακτικῶν ἐπιστημῶν τῶν ἐν Ἀθήναις λειτουργοῦν ἐπὶ	[1081, 1092, 1449, 1115]
company-name: Εταιρ. Δημ. καὶ Δημ. ἔργων	[152, 500, 285, 512]
column-5	[1052, 150, 1264, 1083]
vichy-source-name: VICHY-CELESTINS	[1052, 1588, 1181, 1604]
gazette-text-2: Τὸ τμήμα τῶν ὑποθηκῶν διὰ τῆς ἀναθεωρήσεως συστάσεις, ἐκλογαὶ τοῦ κ. Μοζάκου. Περὶ συστάσεως ἐπιμελητηρίου ἐν Ἀργοστολίῳ παρατεταμένην ἐρχομένην.	[602, 1441, 814, 1507]
vichy-source-name: VICHY-HOPITAL	[1052, 1648, 1163, 1664]
coin-row	[152, 615, 364, 627]
running-head: ΣΚΡΙΠ	[720, 118, 799, 138]
company-value: 67.—	[339, 500, 364, 512]
vichy-sold-text: εἰς ἅπαντα τὰ Φαρμακεῖα καὶ Φαρμακαποθήκας. Γενικοὶ Ἀντιπρόσωποι διὰ τὴν Ἑλλάδα καὶ Κρήτην: Compagnie Fermière de l'Etablissement thermal de Vichy-Etat, Paris	[1052, 1864, 1478, 1903]
vichy-seal-word-1: VICHY	[1404, 1461, 1460, 1481]
academy-subtitle: ΕΜΠΟΡΙΚΗ ΚΑΙ ΒΙΟΜΗΧΑΝΙΚΗ	[1138, 1242, 1392, 1261]
bank-name: Τράπεζα Κρήτης......	[152, 356, 249, 368]
vichy-intro: Τὰ παγκοσμίου φήμης ὕδατα VICHY-ETAT φέρουσιν ἐφ' ἑκάστης φιάλης τὸν ἔναντι κυανοῦν δίσκον μὲ τὰς ἐν αὐτῷ λέξεις καθὼς καὶ ἐφ' ἑκάστου καψουλίου εὑρίσκεται τυπωμένον τὸ ὄνομα ἑκάστης πηγῆς.	[1052, 1453, 1382, 1519]
weather-text: Ἡ βαρομετρικὴ ἀπὸ τῆς χθὲς κατῆλθεν ἐλάχιστα. Θερμοκρασίαι σήμερον τῇ 8 π. μ. ἐν Ἀθήναις 28,8, Κερκύρᾳ 27,0, Λαρίσῃ 28,7, Χαλκίδι 24,8, Μεσολογγίῳ 26,3, Ἀνδρῳ 31,6, Πάτραις 21,5, Καλάμαις 27,9, Σπάρτῃ 24,6, Ναυπλίῳ 29,4, Τριπόλει 26,0 Αἰγίῳ 26,0, Κυθήροις 25,7, Ἀλεξανδρείᾳ 27,0. Ἡ μεγίστη ἐν Ἀθήναις 35,8, ἡ ἐλαχίστη 24,0.	[152, 789, 364, 922]
theatre-title: ΘΕΑΤΡΑ ΚΑΙ ΣΥΝΑΥΛΙΑΙ	[179, 1059, 337, 1074]
vichy-sold-label: ΠΩΛΟΥΝΤΑΙ	[1197, 1837, 1332, 1862]
ad-text: Ἐνοικιάζεται ἀπέναντι διὰ οἰκοπέδων ἔναντι κεντρικῶν Νέας Ἀγορᾶς ἡ ὑπὸ κτῆμα Ἀγγελοπούλου Ἀδελφῶν.	[152, 1784, 364, 1837]
vichy-products-note: ἅλας εἰς κουτία διὰ κατασκευὴν Vichy. 2-3 μετὰ τὸ φαγητὸν πρὸς εὐκόλυνσιν τῆς χωνεύσεως.	[1052, 1804, 1478, 1830]
fx-row	[152, 714, 364, 726]
vichy-title: ΠΡΟΣΟΧΗ!!	[1052, 1406, 1478, 1450]
headline-law-sub: ΠΕΡΙ ΔΗΜΟΤΙΚΗΣ ΕΚΠΑΙΔΕΥΣΕΩΣ	[610, 1184, 806, 1197]
story-label: ΤΟ ΔΙΗΓΗΜΑ ΤΗΣ ΗΜΕΡΑΣ	[378, 156, 590, 175]
company-row	[152, 570, 364, 582]
telegram-economic: ΒΕΡΟΛΙΝΟΝ, Τετάρτη μεσονύκτιον.—Βεβαιοῦται ἐξ ἐγκύρου πηγῆς ὅτι αἱ δυνάμεις ἀποφάσισαν τὸν ἔλεγχον ἐπὶ τῆς οἰκονομίας Μακεδονίας. Ἡ πρότασις τῶν Δυνάμεων ἀνεκοινώθη διὰ τοὺς πρεσβευτὰς τῶν Δυνάμεων. Μ. Χ.	[828, 444, 1040, 537]
column-6	[1278, 150, 1478, 1083]
vichy-seal-word-2: ETAT	[1410, 1475, 1454, 1494]
coin-value: 27.30	[336, 638, 364, 650]
company-name: Μεταλλουργεῖον Λαυρίου......	[152, 488, 295, 500]
company-value: 80.—	[339, 488, 364, 500]
coin-name: Λίρα Ἀγγλίας..............	[152, 626, 260, 638]
fx-name: Ἐπὶ Γερμανίας......	[152, 725, 243, 737]
headline-economic: Ο ΟΙΚΟΝΟΜΙΚΟΣ ΕΛΕΓΧΟΣ	[828, 398, 1040, 417]
gazette-text: Ἐχορηγήθησαν διπλώματα μηχανικῶν δευτέρας τάξεως εἰς τοὺς κ.κ. Ἐμμ. Ξάνθαν, Καράν, Σπύρ. Π. Στρεῖφαν, Ἀντ. Ι. Μικλάνη καὶ Πρ. Ι. Μήγα.	[602, 1370, 814, 1436]
telegram-massacre: ΒΕΡΟΛΙΝΟΝ, Τετάρτη μεσονύκτιον.—Τηλεγραφήματα ἐκ Κωνσταντινουπόλεως ἀγγέλλουσιν ὅτι εἰς τὸ Κρούοβον ἐσφάγησαν 25 Χριστιανοὶ ὑπὸ ἐπιδρομικοῦ στίφους Ἀλβανῶν. Μ. Χ.	[828, 566, 1040, 646]
academy-school: ΓΕΩΡΓΙΚΗ	[1131, 1309, 1186, 1321]
vichy-source-list	[1052, 1589, 1478, 1768]
company-value: 114.25	[330, 558, 364, 570]
academy-school: ΕΜΠΟΡΙΚΗ	[1129, 1297, 1188, 1309]
headline-economic-sub: ΕΝ ΜΑΚΕΔΟΝΙΑ	[868, 423, 1000, 441]
vichy-source-item	[1052, 1618, 1478, 1648]
story-continued: καθίσῃς! ὅλοι ἐδῶ μὲ μεγάλη εὔχαριστηση... — Αὐτὸ θὰ τὸ σοῦπα ποῦμε τί θὰ τοῦ ποῦμε. — Τίποτα! Θὰ τὸν ποτέψω. — Θὰ τὸν ποτέψω! Μωρὲ δὲρ' τον 'δῶ. — Τί γὰρ τὸν κανω! — Ἀφοῦ ἀγαπᾷς τόσο τὸ στρατὸ... — Ἐγὼ ἀγαπῶ ... — Ὅτι τὸ ἀπὸ τὸν καφὲ καὶ τὸ λικέρ; — Ἄχ! καὶ ποῦ θὰ τὸν πετάξῃς, τόσο ὡραῖο παιδί; — Θὰ σοῦ χαλάσῃ τὸ στομάχι. — Μὰ τί λὲς; Ἀλλὰ ποτέ! Δὲν τὸ μπορῶ νὰ φάῃ κανεὶς, θὰ φᾷ καὶ τὸ γλυκό σου... — Χαρὰ στὴν ὄρεξη του! — Τὸ παιδὶ θὰ κάνει ὅ,τι θέλει. Ἀλλὰ ξέρεις κάτι... — Θὰ τὸν τρατάρω σοῦπα. — Ἔτσι σ' εὐχαριστῶ, τὸν κακόμοιρο! — Ὅλο στὸ στρατῶνα θὰ εἶνε σὲ κανένα καφενεῖο... — Γιακουμῆ, πάρε τὸ παλτό σου. Ὥρα νὰ πᾶμε. Εὐχαριστῶ πολύ. — Ἀχ! ἀργήσαμε! ἔλα, ἔλα!	[602, 834, 814, 1102]
raisin-text: —Τηλεγράφημα τοῦ «Σκρίπ». Αἱ τιμαὶ τῆς σταφίδος πίπτουν πολὺ κάτω τιμῶν, ἃς ἐξησφάλισεν ἡ Ἑνῶσις. Οἱ σταφιδοκτήμονες τοῦ Πύργου ἀντεπέλαιπε εἰς τὸν γραμματέα τοῦ Σταφιδικοῦ Συνδέσμου Π. Λεονταρίτην νὰ τηλεγραφήσῃ εἰς τὸν κ. Μεσημαζέβίνω ἐκθέτουσαν τὴν κατάστασιν καὶ παρακαλῶν αὐτὸν νὰ επισπεύσῃ τὴν ἔγκρισιν τῆς Ἑνώσεως, διότι τὸ ἐμπόριον ἐκμεταλλεύεται τὰς μεγίστας ἀνάγκας τῶν παραγωγῶν καταστροφὴν ἐπιφέρων.	[152, 1579, 364, 1780]
moon-label: Σελήνη 20 ἡμερ.	[155, 232, 229, 255]
memorial-title: ΜΝΗΜΟΣΥΝΟΝ	[1278, 156, 1478, 176]
fx-row	[152, 737, 364, 749]
story-end: — Ναί, εἶν' εὐγενικὸν καὶ φιλότιμο. Εἶνε πάντα κόρη ἔχομε νὰ τοῦ ποῦμε κι' ἄλλοτε νὰ ἔρθῃ νὰ φᾶμε μαζί...	[378, 1260, 590, 1300]
company-name: Σιδηροδρόμου Θεσσαλίας....	[152, 465, 289, 477]
printers-text: Ἐξαιρετικὴν καὶ μοναδικὴν ἐπιτυχίαν ἐσημείωσεν ἡ γενομένη κατὰ τὴν ἑορτὴν τῆς Παναγίας εἰς Γαλάτσιον ἑορτὴ τοῦ Συνδέσμου τῶν Τυπογράφων. Ὑπὲρ τὰ 300 μέλη τοῦ Συνδέσμου μετὰ τῶν οἰκογενειῶν των παρευρέθησαν. Ἡ μουσικὴ τοῦ Ἱππικοῦ καὶ διάφορα ἄσματα ἐψάλλοντο. Τὸν σύλλογον ἐτίμησαν διὰ τῆς παρουσίας των ὁ Δήμαρχος Ἀθηναίων καὶ ἄλλοι ἐπίσημοι.	[828, 775, 1040, 922]
